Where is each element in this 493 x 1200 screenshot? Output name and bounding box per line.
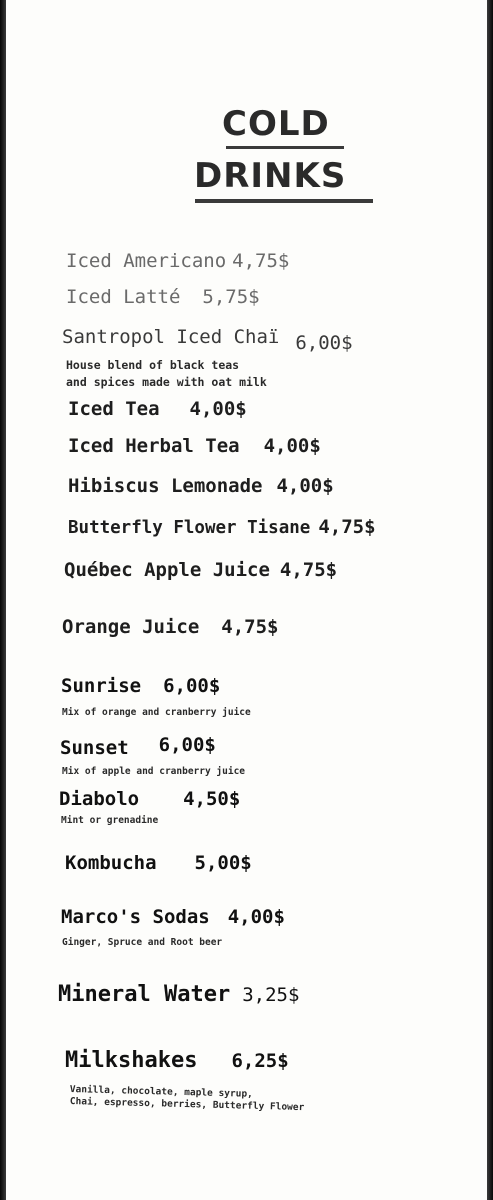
item-price: 4,50$ (183, 788, 241, 810)
item-name: Butterfly Flower Tisane (68, 518, 311, 538)
menu-item-butterfly-flower-tisane (68, 518, 376, 538)
item-price: 4,00$ (227, 906, 285, 928)
menu-item-sunset (60, 734, 216, 759)
menu-item-sunrise (61, 677, 220, 696)
menu-item-kombucha (65, 854, 252, 873)
menu-item-iced-tea (68, 400, 247, 419)
item-name: Québec Apple Juice (64, 559, 270, 581)
page-shadow-right (487, 0, 493, 1200)
item-name: Santropol Iced Chaï (62, 326, 280, 348)
item-name: Iced Latté (66, 286, 181, 308)
item-description-line: Mix of orange and cranberry juice (62, 707, 251, 718)
menu-item-mineral-water (58, 984, 299, 1006)
item-description-line: Ginger, Spruce and Root beer (62, 937, 223, 948)
item-price: 5,75$ (202, 286, 260, 308)
menu-item-iced-latte (66, 288, 260, 307)
title-underline-1 (226, 146, 344, 149)
item-price: 6,25$ (231, 1050, 289, 1072)
item-price: 6,00$ (158, 734, 216, 756)
title-underline-2 (195, 199, 373, 203)
item-price: 6,00$ (163, 675, 221, 697)
menu-item-orange-juice (62, 618, 278, 637)
item-description-line: Chai, espresso, berries, Butterfly Flower (69, 1096, 305, 1114)
item-name: Hibiscus Lemonade (68, 475, 263, 497)
menu-item-hibiscus-lemonade (68, 477, 334, 496)
menu-item-iced-herbal-tea (68, 437, 321, 456)
item-description-line: Mint or grenadine (61, 815, 159, 826)
menu-item-milkshakes (65, 1050, 289, 1072)
item-price: 4,00$ (276, 475, 334, 497)
menu-page (6, 0, 487, 1200)
item-name: Iced Herbal Tea (68, 435, 240, 457)
item-price: 5,00$ (194, 852, 252, 874)
item-name: Marco's Sodas (61, 906, 210, 928)
item-price: 4,75$ (279, 559, 338, 581)
menu-title-line1: COLD (222, 104, 330, 144)
item-description-line: Mix of apple and cranberry juice (62, 766, 246, 777)
menu-item-iced-americano (66, 252, 289, 271)
item-name: Mineral Water (58, 982, 231, 1007)
menu-item-marcos-sodas (61, 908, 285, 927)
item-description-line: House blend of black teas (66, 358, 240, 372)
item-price: 6,00$ (295, 332, 353, 354)
item-description-line: and spices made with oat milk (66, 375, 267, 389)
item-name: Kombucha (65, 852, 157, 874)
menu-item-quebec-apple-juice (64, 561, 337, 580)
item-name: Sunset (60, 737, 129, 759)
menu-title-line2: DRINKS (194, 156, 347, 196)
item-price: 3,25$ (242, 984, 300, 1006)
menu-item-santropol-iced-chai (62, 326, 353, 354)
item-price: 4,75$ (318, 516, 376, 538)
item-name: Iced Americano (66, 250, 227, 272)
item-price: 4,00$ (263, 435, 321, 457)
item-name: Orange Juice (62, 616, 200, 638)
item-description-line: Vanilla, chocolate, maple syrup, (69, 1084, 253, 1100)
item-price: 4,75$ (221, 616, 279, 638)
item-name: Diabolo (59, 788, 140, 810)
item-name: Milkshakes (65, 1048, 198, 1073)
menu-item-diabolo (59, 790, 240, 809)
item-price: 4,75$ (232, 250, 290, 272)
item-name: Sunrise (61, 675, 142, 697)
item-name: Iced Tea (68, 398, 160, 420)
item-price: 4,00$ (189, 398, 247, 420)
